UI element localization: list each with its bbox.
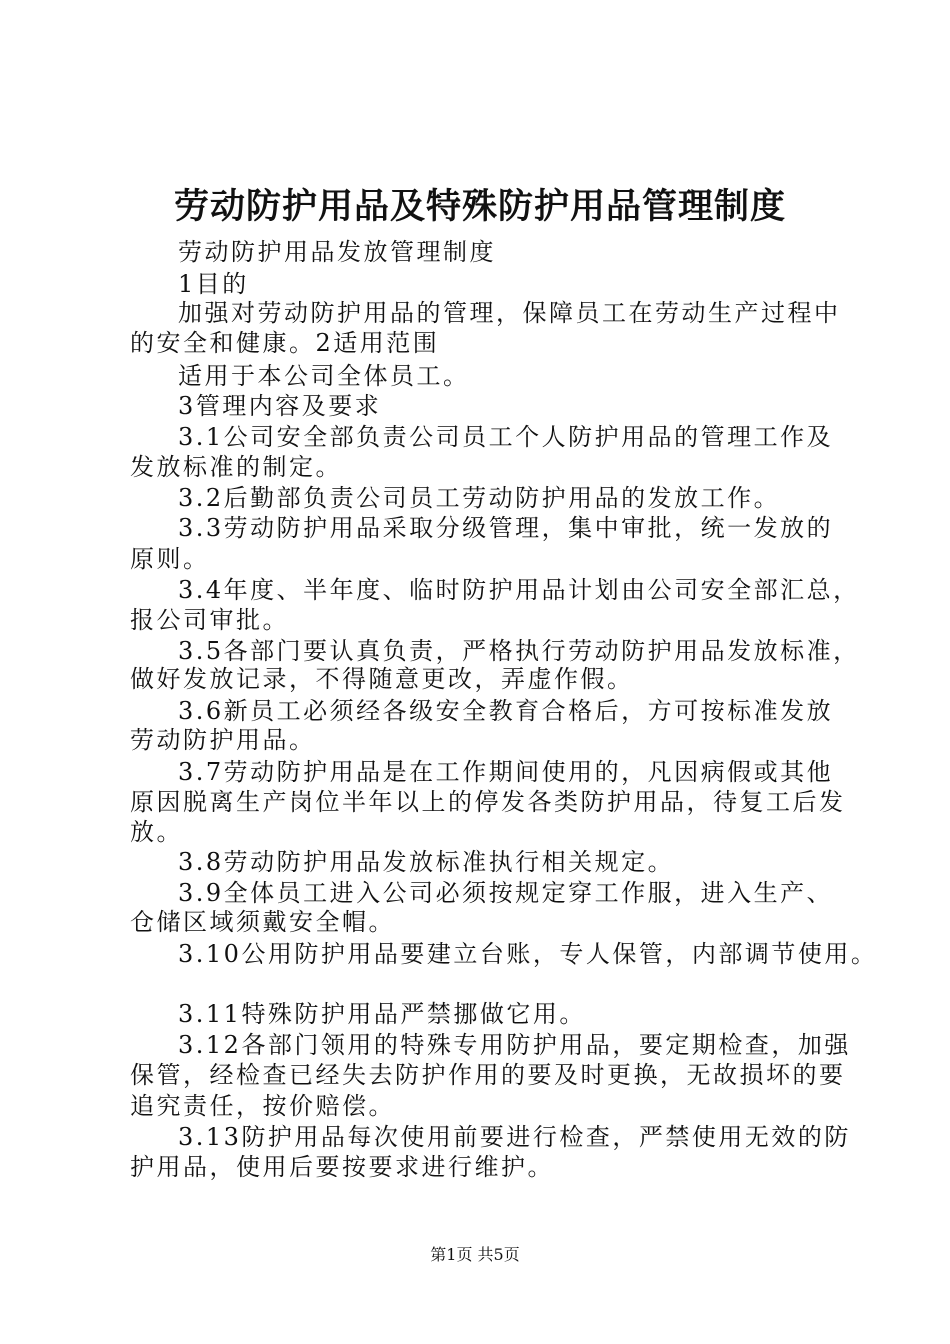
paragraph-line: 适用于本公司全体员工。 — [178, 362, 470, 390]
paragraph-line: 护用品，使用后要按要求进行维护。 — [130, 1153, 554, 1181]
paragraph-line: 保管，经检查已经失去防护作用的要及时更换，无故损坏的要 — [130, 1061, 846, 1089]
paragraph-line: 追究责任，按价赔偿。 — [130, 1092, 395, 1120]
paragraph-line: 原因脱离生产岗位半年以上的停发各类防护用品，待复工后发 — [130, 788, 846, 816]
paragraph-line: 加强对劳动防护用品的管理，保障员工在劳动生产过程中 — [178, 299, 841, 327]
paragraph-line: 3.5各部门要认真负责，严格执行劳动防护用品发放标准， — [178, 637, 860, 665]
paragraph-line: 3.6新员工必须经各级安全教育合格后，方可按标准发放 — [178, 697, 834, 725]
paragraph-line: 3.7劳动防护用品是在工作期间使用的，凡因病假或其他 — [178, 758, 834, 786]
paragraph-line: 发放标准的制定。 — [130, 453, 342, 481]
paragraph-line: 的安全和健康。2适用范围 — [130, 329, 440, 357]
subtitle-line: 劳动防护用品发放管理制度 — [178, 238, 496, 266]
paragraph-line: 3.4年度、半年度、临时防护用品计划由公司安全部汇总， — [178, 576, 860, 604]
paragraph-line: 3.10公用防护用品要建立台账，专人保管，内部调节使用。 — [178, 940, 878, 968]
paragraph-line: 3.13防护用品每次使用前要进行检查，严禁使用无效的防 — [178, 1123, 851, 1151]
paragraph-line: 仓储区域须戴安全帽。 — [130, 908, 395, 936]
section-heading: 1目的 — [178, 270, 249, 298]
paragraph-line: 原则。 — [130, 545, 210, 573]
paragraph-line: 报公司审批。 — [130, 606, 289, 634]
document-title: 劳动防护用品及特殊防护用品管理制度 — [173, 186, 786, 227]
paragraph-line: 3.2后勤部负责公司员工劳动防护用品的发放工作。 — [178, 484, 781, 512]
paragraph-line: 3.9全体员工进入公司必须按规定穿工作服，进入生产、 — [178, 879, 834, 907]
paragraph-line: 3.12各部门领用的特殊专用防护用品，要定期检查，加强 — [178, 1031, 851, 1059]
paragraph-line: 放。 — [130, 818, 183, 846]
paragraph-line: 3.3劳动防护用品采取分级管理，集中审批，统一发放的 — [178, 514, 834, 542]
page-number-footer: 第1页 共5页 — [430, 1245, 520, 1264]
paragraph-line: 3.11特殊防护用品严禁挪做它用。 — [178, 1000, 586, 1028]
section-heading: 3管理内容及要求 — [178, 392, 382, 420]
paragraph-line: 劳动防护用品。 — [130, 726, 316, 754]
paragraph-line: 做好发放记录，不得随意更改，弄虚作假。 — [130, 665, 634, 693]
paragraph-line: 3.8劳动防护用品发放标准执行相关规定。 — [178, 848, 675, 876]
paragraph-line: 3.1公司安全部负责公司员工个人防护用品的管理工作及 — [178, 423, 834, 451]
